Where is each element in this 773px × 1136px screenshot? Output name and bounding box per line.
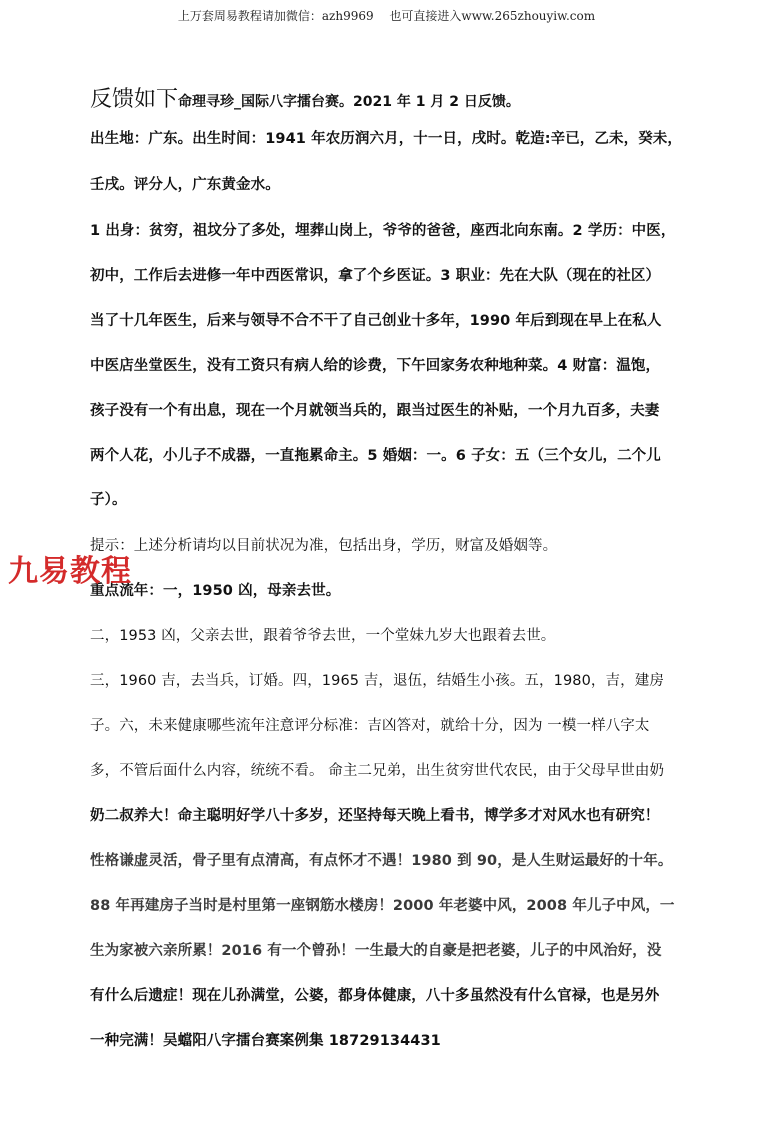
text-line: 子。六，未来健康哪些流年注意评分标准：吉凶答对，就给十分，因为 一模一样八字太: [90, 718, 650, 734]
text-line: 重点流年：一，1950 凶，母亲去世。: [90, 583, 341, 599]
text-line: 中医店坐堂医生，没有工资只有病人给的诊费，下午回家务农种地种菜。4 财富：温饱，: [90, 358, 661, 374]
watermark-stamp: 九易教程: [8, 554, 132, 589]
text-line: 一种完满！吴蟷阳八字擂台赛案例集 18729134431: [90, 1033, 441, 1049]
text-line: 有什么后遗症！现在儿孙满堂，公婆，都身体健康，八十多虽然没有什么官禄，也是另外: [90, 988, 660, 1004]
text-line: 生为家被六亲所累！2016 有一个曾孙！一生最大的自豪是把老婆，儿子的中风治好，没: [90, 943, 662, 959]
page-header: 上万套周易教程请加微信：azh9969 也可直接进入www.265zhouyiw.com: [177, 9, 596, 23]
title-rest: 命理寻珍_国际八字擂台赛。2021 年 1 月 2 日反馈。: [178, 94, 520, 110]
text-line: 出生地：广东。出生时间：1941 年农历润六月，十一日，戌时。乾造:辛已，乙未，癸未，: [90, 131, 682, 147]
text-line: 两个人花，小儿子不成器，一直拖累命主。5 婚姻：一。6 子女：五（三个女儿，二个儿: [90, 448, 661, 464]
text-line: 多，不管后面什么内容，统统不看。 命主二兄弟，出生贫穷世代农民，由于父母早世由奶: [90, 763, 665, 779]
text-line: 孩子没有一个有出息，现在一个月就领当兵的，跟当过医生的补贴，一个月九百多，夫妻: [90, 403, 660, 419]
text-line: 88 年再建房子当时是村里第一座钢筋水楼房！2000 年老婆中风，2008 年儿子中风，一: [90, 898, 675, 914]
doc-title: [90, 82, 520, 113]
text-line: 三，1960 吉，去当兵，订婚。四，1965 吉，退伍，结婚生小孩。五，1980，吉，建房: [90, 673, 664, 689]
text-line: 性格谦虚灵活，骨子里有点清高，有点怀才不遇！1980 到 90，是人生财运最好的十年。: [90, 853, 673, 869]
text-line: 二，1953 凶，父亲去世，跟着爷爷去世，一个堂妹九岁大也跟着去世。: [90, 628, 556, 644]
text-line: 子）。: [90, 492, 127, 508]
text-line: 壬戌。评分人，广东黄金水。: [90, 177, 280, 193]
text-line: 初中，工作后去进修一年中西医常识，拿了个乡医证。3 职业：先在大队（现在的社区）: [90, 268, 661, 284]
text-line: 提示：上述分析请均以目前状况为准，包括出身，学历，财富及婚姻等。: [90, 538, 558, 554]
title-big: 反馈如下: [90, 87, 179, 112]
text-line: 1 出身：贫穷，祖坟分了多处，埋葬山岗上，爷爷的爸爸，座西北向东南。2 学历：中医，: [90, 223, 676, 239]
text-line: 当了十几年医生，后来与领导不合不干了自己创业十多年，1990 年后到现在早上在私人: [90, 313, 662, 329]
text-line: 奶二叔养大！命主聪明好学八十多岁，还坚持每天晚上看书，博学多才对风水也有研究！: [90, 808, 660, 824]
